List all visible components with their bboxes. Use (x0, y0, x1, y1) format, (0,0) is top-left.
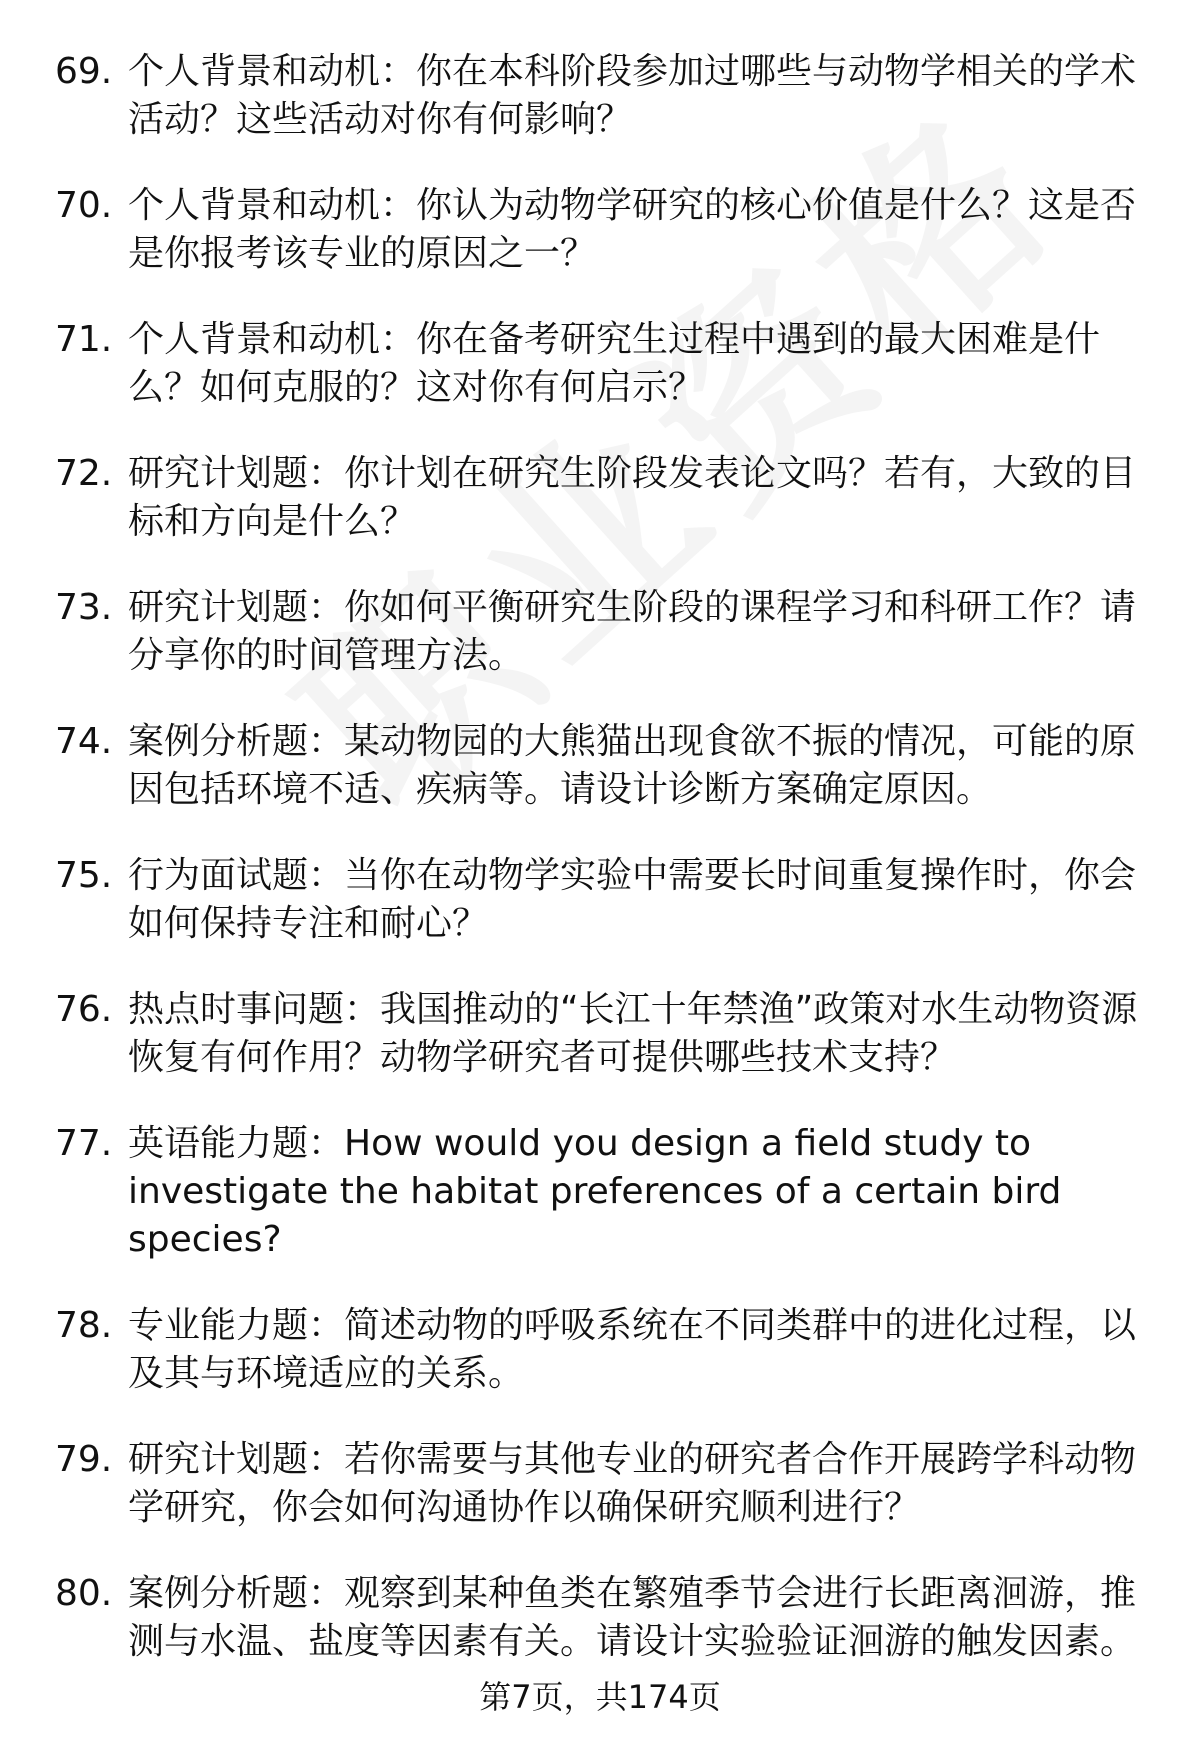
question-number: 74. (55, 721, 113, 762)
question-text: 研究计划题：你如何平衡研究生阶段的课程学习和科研工作？请分享你的时间管理方法。 (128, 587, 1137, 676)
question-number: 76. (55, 989, 113, 1030)
question-number: 75. (55, 855, 113, 896)
question-text: 研究计划题：若你需要与其他专业的研究者合作开展跨学科动物学研究，你会如何沟通协作以确保研究顺利进行？ (128, 1439, 1137, 1528)
question-item (0, 450, 1200, 546)
question-item (0, 1302, 1200, 1398)
question-text: 案例分析题：某动物园的大熊猫出现食欲不振的情况，可能的原因包括环境不适、疾病等。请设计诊断方案确定原因。 (128, 721, 1137, 810)
question-item (0, 584, 1200, 680)
question-number: 71. (55, 319, 113, 360)
question-number: 70. (55, 185, 113, 226)
question-number: 77. (55, 1123, 113, 1164)
question-number: 69. (55, 51, 113, 92)
question-item (0, 48, 1200, 144)
question-number: 72. (55, 453, 113, 494)
question-text: 个人背景和动机：你在备考研究生过程中遇到的最大困难是什么？如何克服的？这对你有何启示？ (128, 319, 1101, 408)
question-number: 78. (55, 1305, 113, 1346)
question-item (0, 1436, 1200, 1532)
question-text: 英语能力题：How would you design a field study to investigate the habitat preferences of a certain bird species? (128, 1123, 1062, 1260)
question-number: 80. (55, 1573, 113, 1614)
question-item (0, 182, 1200, 278)
question-text: 热点时事问题：我国推动的“长江十年禁渔”政策对水生动物资源恢复有何作用？动物学研究者可提供哪些技术支持？ (128, 989, 1138, 1078)
question-item (0, 718, 1200, 814)
question-text: 个人背景和动机：你认为动物学研究的核心价值是什么？这是否是你报考该专业的原因之一？ (128, 185, 1137, 274)
page-footer: 第7页，共174页 (479, 1678, 721, 1716)
question-text: 案例分析题：观察到某种鱼类在繁殖季节会进行长距离洄游，推测与水温、盐度等因素有关。请设计实验验证洄游的触发因素。 (128, 1573, 1137, 1662)
question-list (0, 48, 1200, 1704)
question-item (0, 316, 1200, 412)
question-text: 行为面试题：当你在动物学实验中需要长时间重复操作时，你会如何保持专注和耐心？ (128, 855, 1137, 944)
question-text: 专业能力题：简述动物的呼吸系统在不同类群中的进化过程，以及其与环境适应的关系。 (128, 1305, 1137, 1394)
question-number: 79. (55, 1439, 113, 1480)
question-text: 研究计划题：你计划在研究生阶段发表论文吗？若有，大致的目标和方向是什么？ (128, 453, 1137, 542)
question-text: 个人背景和动机：你在本科阶段参加过哪些与动物学相关的学术活动？这些活动对你有何影响？ (128, 51, 1137, 140)
question-item (0, 1120, 1200, 1264)
question-item (0, 986, 1200, 1082)
question-item (0, 852, 1200, 948)
question-number: 73. (55, 587, 113, 628)
question-item (0, 1570, 1200, 1666)
